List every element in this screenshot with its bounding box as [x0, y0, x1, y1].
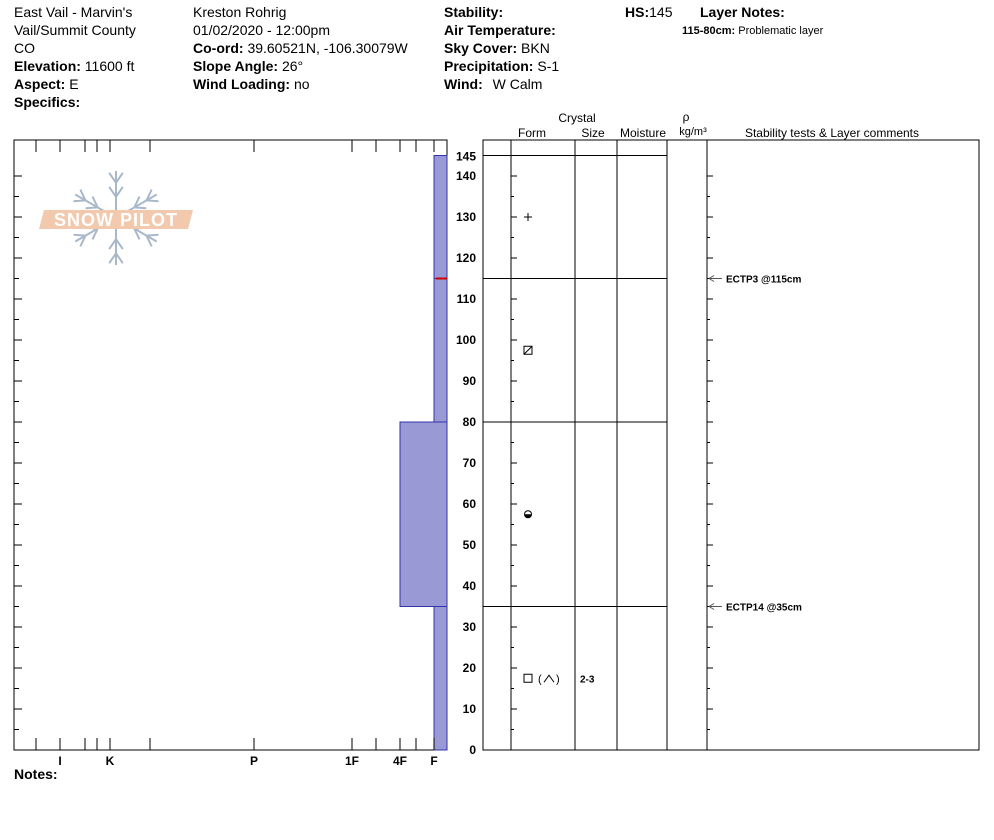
stability-test-label: ECTP14 @35cm	[726, 602, 802, 614]
location-line2: Vail/Summit County	[14, 22, 136, 38]
location-line1: East Vail - Marvin's	[14, 4, 133, 20]
snowflake-branch	[74, 200, 86, 201]
wind-loading-value: no	[293, 76, 310, 92]
crystal-header: Crystal	[558, 111, 596, 125]
logo-text: SNOW PILOT	[54, 210, 178, 230]
sky-cover-label: Sky Cover:	[444, 40, 518, 56]
aspect-label: Aspect:	[14, 76, 66, 92]
depth-tick-label: 110	[456, 292, 476, 306]
moisture-header: Moisture	[619, 126, 667, 140]
crystal-form-icon	[524, 346, 532, 354]
depth-tick-label: 20	[462, 661, 476, 675]
rho-header: ρ	[682, 110, 690, 124]
snowflake-branch	[109, 253, 116, 263]
hs-value: 145	[649, 4, 673, 20]
slash-icon	[524, 346, 532, 354]
elevation-value: 11600 ft	[84, 58, 135, 74]
air-temp-label: Air Temperature:	[444, 22, 556, 38]
hardness-bar	[434, 156, 447, 279]
snowflake-branch	[134, 207, 146, 208]
snowflake-branch	[74, 235, 86, 236]
slope-label: Slope Angle:	[193, 58, 279, 74]
depth-tick-label: 30	[462, 620, 476, 634]
elevation-label: Elevation:	[14, 58, 81, 74]
notes-label: Notes:	[14, 766, 58, 782]
hardness-y-ticks	[14, 176, 22, 730]
depth-tick-label: 80	[462, 415, 476, 429]
hardness-bar	[434, 607, 447, 751]
snowflake-branch	[147, 235, 159, 236]
hardness-axis	[36, 140, 438, 768]
depth-tick-label: 130	[455, 210, 476, 224]
precipitation-label: Precipitation:	[444, 58, 534, 74]
crystal-form-icon	[524, 213, 532, 221]
hardness-tick-label: I	[58, 754, 62, 768]
depth-tick-label: 40	[462, 579, 476, 593]
depth-tick-label: 10	[462, 702, 476, 716]
snowflake-branch	[116, 173, 123, 183]
stability-comments-header: Stability tests & Layer comments	[744, 126, 920, 140]
aspect-value: E	[69, 76, 79, 92]
depth-tick-label: 90	[462, 374, 476, 388]
hardness-tick-label: F	[430, 754, 438, 768]
snowflake-branch	[109, 187, 116, 197]
form-header: Form	[518, 126, 546, 140]
density-unit-header: kg/m³	[679, 126, 707, 138]
paren-close-icon: )	[556, 673, 560, 686]
paren-open-icon: (	[538, 673, 542, 686]
hardness-bar	[434, 279, 447, 423]
hardness-tick-label: K	[105, 754, 115, 768]
coord-label: Co-ord:	[193, 40, 244, 56]
hardness-tick-label: 1F	[344, 754, 360, 768]
layer-note-range: 115-80cm:	[682, 25, 736, 37]
depth-tick-label: 50	[462, 538, 476, 552]
layer-note-text: Problematic layer	[738, 25, 824, 37]
wind-loading-label: Wind Loading:	[193, 76, 291, 92]
crystal-form-icon	[524, 673, 560, 685]
depth-tick-label: 140	[455, 169, 476, 183]
snowflake-branch	[86, 207, 98, 208]
snowflake-branch	[116, 239, 123, 249]
depth-tick-label: 70	[462, 456, 476, 470]
hardness-frame	[14, 140, 447, 750]
hardness-bar	[400, 422, 447, 607]
snowpilot-logo	[39, 171, 193, 265]
depth-tick-label: 0	[469, 743, 476, 757]
crystal-form-icon	[525, 511, 532, 518]
location-line3: CO	[14, 40, 35, 56]
observation-datetime: 01/02/2020 - 12:00pm	[193, 22, 330, 38]
slope-value: 26°	[281, 58, 304, 74]
hs-depth-label: 145	[456, 149, 477, 164]
wind-label: Wind:	[444, 76, 483, 92]
size-header: Size	[581, 126, 605, 140]
hardness-bars	[400, 156, 447, 751]
hardness-tick-label: P	[249, 754, 259, 768]
snowflake-branch	[116, 187, 123, 197]
crystal-form-icons	[524, 213, 560, 685]
depth-tick-label: 120	[455, 251, 476, 265]
square-icon	[524, 674, 532, 682]
precipitation-value: S-1	[537, 58, 560, 74]
layer-table-grid	[511, 140, 713, 750]
sky-cover-value: BKN	[521, 40, 550, 56]
snowflake-branch	[109, 239, 116, 249]
wind-value: W Calm	[492, 76, 543, 92]
depth-axis	[456, 150, 476, 758]
coord-value: 39.60521N, -106.30079W	[247, 40, 408, 56]
layer-table-frame	[483, 140, 979, 750]
stability-tests	[709, 275, 802, 614]
hs-label: HS:	[625, 4, 650, 20]
hardness-tick-label: 4F	[392, 754, 408, 768]
crystal-size-labels	[580, 674, 595, 685]
caret-icon	[544, 675, 554, 682]
notes-row	[14, 765, 58, 783]
observer-name: Kreston Rohrig	[193, 4, 287, 20]
depth-tick-label: 60	[462, 497, 476, 511]
snowflake-branch	[116, 253, 123, 263]
depth-tick-label: 100	[455, 333, 476, 347]
layer-notes-label: Layer Notes:	[700, 4, 785, 20]
crystal-size-label: 2-3	[580, 674, 595, 686]
snowflake-branch	[147, 200, 159, 201]
stability-test-label: ECTP3 @115cm	[726, 274, 802, 286]
specifics-label: Specifics:	[14, 94, 81, 110]
stability-label: Stability:	[444, 4, 504, 20]
snowflake-branch	[109, 173, 116, 183]
